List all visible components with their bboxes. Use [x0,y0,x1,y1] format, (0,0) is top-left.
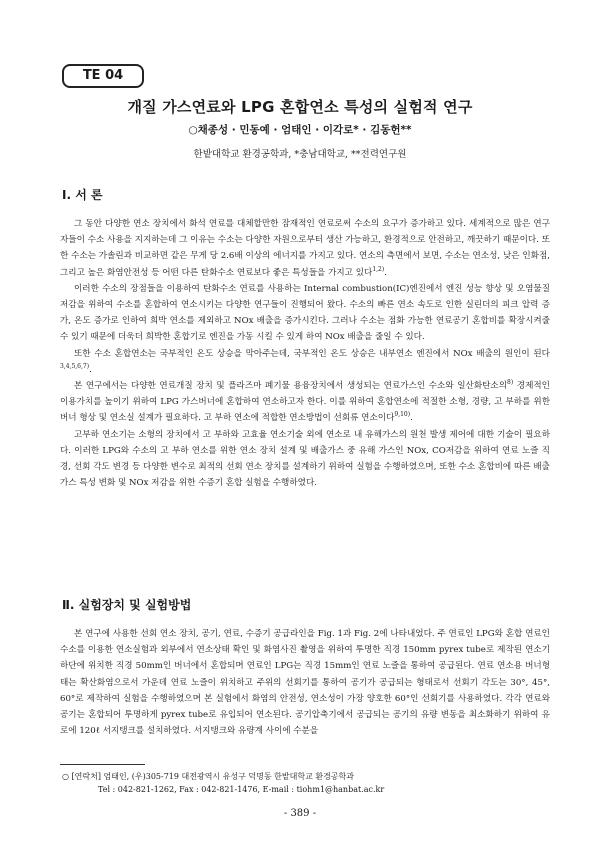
footnote-line: Tel : 042-821-1262, Fax : 042-821-1476, E-mail : tiohm1@hanbat.ac.kr [98,785,385,794]
intro-paragraph: 고부하 연소기는 소형의 장치에서 고 부하와 고효율 연소기술 외에 연소로 내 유해가스의 원천 발생 제어에 대한 기술이 필요하다. 이러한 LPG와 수소의 고 부하 연소를 위한 연소 장치 설계 및 배출가스 중 유해 가스인 NOx, CO저감을 위하여 연료 노즐 직경, 선회 각도 변경 등 다양한 변수로 최적의 선회 연소 장치를 설계하기 위하여 실험을 수행하였으며, 또한 수소 혼합비에 따른 배출가스 특성 변화 및 NOx 저감을 위한 수증기 혼합 실험을 수행하였다. [60,429,550,489]
footnote-rule [60,764,145,765]
footnote-line: ○ [연락처] 엄태인, (우)305-719 대전광역시 유성구 덕명동 한밭대학교 환경공학과 [62,772,354,781]
intro-paragraph: 이러한 수소의 장점들을 이용하여 탄화수소 연료를 사용하는 Internal combustion(IC)엔진에서 엔진 성능 향상 및 오염물질 저감을 위하여 수소를 혼합하여 연소시키는 다양한 연구들이 진행되어 왔다. 수소의 빠른 연소 속도로 인한 실린더의 피크 압력 증가, 온도 증가로 인하여 희박 연소를 제외하고 NOx 배출을 증가시킨다. 그러나 수소는 점화 가능한 연료공기 혼합비를 확장시켜줄 수 있기 때문에 더욱더 희박한 혼합기로 엔진을 가동 시킬 수 있게 하여 NOx 배출을 줄일 수 있다. [60,283,550,343]
session-badge: TE 04 [62,64,144,88]
section-heading-methods: Ⅱ. 실험장치 및 실험방법 [62,598,192,612]
affiliations: 한밭대학교 환경공학과, *충남대학교, **전력연구원 [193,149,407,160]
section-heading-introduction: Ⅰ. 서 론 [62,188,103,202]
methods-paragraph: 본 연구에 사용한 선회 연소 장치, 공기, 연료, 수증기 공급라인을 Fig. 1과 Fig. 2에 나타내었다. 주 연료인 LPG와 혼합 연료인 수소를 이용한 연소실험과 외부에서 연소상태 확인 및 화염사진 촬영을 위하여 투명한 직경 150mm pyrex tube로 제작된 연소기 하단에 위치한 직경 50mm인 버너에서 혼합되며 연료인 LPG는 직경 15mm인 연료 노즐을 통하여 공급된다. 연료 연소용 버너형태는 확산화염으로서 가운데 연료 노즐이 위치하고 주위의 선회기를 통하여 공기가 공급되는 형태로서 선회기 각도는 30°, 45°, 60°로 제작하여 실험을 수행하였으며 본 실험에서 화염의 안전성, 연소성이 가장 양호한 60°인 선회기를 사용하였다. 각각 연료와 공기는 혼합되어 투명하게 pyrex tube로 유입되어 연소된다. 공기압축기에서 공급되는 공기의 유량 변동을 최소화하기 위하여 유로에 120ℓ 서지탱크를 설치하였다. 서지탱크와 유량계 사이에 수분을 [60,629,550,737]
intro-paragraph: 본 연구에서는 다양한 연료개질 장치 및 플라즈마 폐기물 용융장치에서 생성되는 연료가스인 수소와 일산화탄소의$^{8)}$ 경제적인 이용가치를 높이기 위하여 LPG 가스버너에 혼합하여 연소하고자 한다. 이를 위하여 혼합연소에 적절한 소형, 경량, 고 부하를 위한 버너 형상 및 연소실 설계가 필요하다. 고 부하 연소에 적합한 연소방법이 선회류 연소이다$^{9,10)}$. [60,379,550,424]
contact-footnote [62,770,542,796]
paper-title: 개질 가스연료와 LPG 혼합연소 특성의 실험적 연구 [127,98,473,116]
intro-paragraph: 또한 수소 혼합연소는 국부적인 온도 상승을 막아주는데, 국부적인 온도 상승은 내부연소 엔진에서 NOx 배출의 원인이 된다$^{3,4,5,6,7)}$. [60,348,550,375]
author-list: ○채종성 · 민동예 · 엄태인 · 이각로* · 김동헌** [188,124,412,136]
intro-paragraph: 그 동안 다양한 연소 장치에서 화석 연료를 대체할만한 잠재적인 연료로써 수소의 요구가 증가하고 있다. 세계적으로 많은 연구자들이 수소 사용을 지지하는데 그 이유는 수소는 다양한 자원으로부터 생산 가능하고, 환경적으로 안전하고, 깨끗하기 때문이다. 또한 수소는 가솔린과 비교하면 같은 무게 당 2.6배 이상의 에너지를 가지고 있다. 연소의 측면에서 보면, 수소는 연소성, 낮은 인화점, 그리고 높은 화염안전성 등 어떤 다른 탄화수소 연료보다 좋은 특성들을 가지고 있다$^{1,2)}$. [60,219,550,278]
introduction-body [60,216,550,491]
methods-body [60,626,550,739]
page-number: - 389 - [283,808,317,819]
